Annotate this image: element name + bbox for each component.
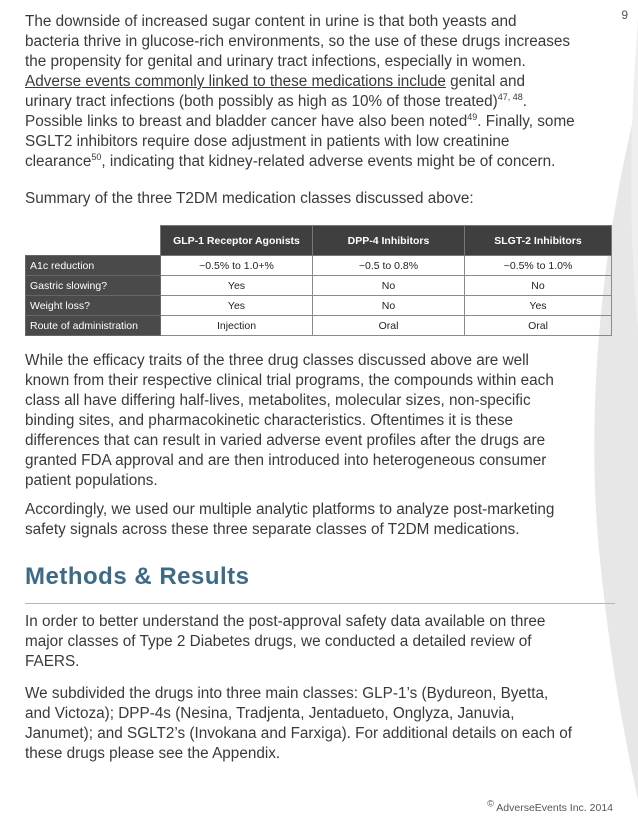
text-line: bacteria thrive in glucose-rich environments, so the use of these drugs increases: [25, 33, 571, 50]
text-line: The downside of increased sugar content in urine is that both yeasts and: [25, 13, 517, 30]
table-cell: Yes: [465, 296, 612, 316]
text-line: the propensity for genital and urinary tract infections, especially in women.: [25, 53, 526, 70]
table-row: [26, 256, 612, 276]
table-cell: Oral: [465, 316, 612, 336]
row-label: Route of administration: [26, 316, 161, 336]
table-cell: Yes: [161, 296, 313, 316]
table-row: [26, 276, 612, 296]
row-label: Weight loss?: [26, 296, 161, 316]
underlined-phrase: Adverse events commonly linked to these medications include: [25, 73, 446, 90]
table-cell: ~0.5% to 1.0%: [465, 256, 612, 276]
text-line: differences that can result in varied adverse event profiles after the drugs are: [25, 432, 546, 449]
text-line: safety signals across these three separate classes of T2DM medications.: [25, 521, 520, 538]
text-line: patient populations.: [25, 472, 158, 489]
column-header: DPP-4 Inhibitors: [313, 226, 465, 256]
paragraph-accordingly: [25, 500, 615, 540]
text-line: binding sites, and pharmacokinetic characteristics. Oftentimes it is these: [25, 412, 514, 429]
text-line: urinary tract infections (both possibly as high as 10% of those treated)$^{47, 48}$.: [25, 91, 528, 110]
table-cell: Oral: [313, 316, 465, 336]
section-divider: [25, 603, 615, 604]
table-cell: ~0.5 to 0.8%: [313, 256, 465, 276]
table-row: [26, 316, 612, 336]
table-header-row: [26, 226, 612, 256]
table-row: [26, 296, 612, 316]
paragraph-subdivided: [25, 684, 615, 764]
summary-table: [25, 225, 612, 336]
table-cell: ~0.5% to 1.0+%: [161, 256, 313, 276]
paragraph-methods: [25, 612, 615, 672]
citation: 50: [91, 151, 102, 162]
text-line: Accordingly, we used our multiple analytic platforms to analyze post-marketing: [25, 501, 555, 518]
section-heading: Methods & Results: [25, 563, 250, 590]
text-line: In order to better understand the post-approval safety data available on three: [25, 613, 546, 630]
text-line: While the efficacy traits of the three drug classes discussed above are well: [25, 352, 529, 369]
text-line: Possible links to breast and bladder cancer have also been noted$^{49}$. Finally, some: [25, 111, 575, 130]
text-line: major classes of Type 2 Diabetes drugs, we conducted a detailed review of: [25, 633, 532, 650]
paragraph-sglt2-downside: [25, 12, 615, 172]
text-line: Janumet); and SGLT2’s (Invokana and Farxiga). For additional details on each of: [25, 725, 573, 742]
table-cell: No: [465, 276, 612, 296]
page-number: 9: [621, 8, 628, 22]
text-line: We subdivided the drugs into three main classes: GLP-1’s (Bydureon, Byetta,: [25, 685, 549, 702]
text-line: clearance$^{50}$, indicating that kidney-related adverse events might be of concern.: [25, 151, 556, 170]
text-line: FAERS.: [25, 653, 80, 670]
table-cell: No: [313, 276, 465, 296]
text-line: these drugs please see the Appendix.: [25, 745, 281, 762]
citation: 49: [467, 111, 478, 122]
copyright-symbol: ©: [487, 798, 494, 809]
table-cell: Yes: [161, 276, 313, 296]
column-header: GLP-1 Receptor Agonists: [161, 226, 313, 256]
table-corner: [26, 226, 161, 256]
text-line: known from their respective clinical trial programs, the compounds within each: [25, 372, 554, 389]
paragraph-efficacy: [25, 351, 615, 491]
text-line: class all have differing half-lives, metabolites, molecular sizes, non-specific: [25, 392, 531, 409]
text-line: Adverse events commonly linked to these medications include genital and: [25, 73, 525, 90]
row-label: Gastric slowing?: [26, 276, 161, 296]
copyright-footer: © AdverseEvents Inc. 2014: [487, 798, 613, 814]
table-cell: Injection: [161, 316, 313, 336]
text-line: granted FDA approval and are then introduced into heterogeneous consumer: [25, 452, 547, 469]
table-cell: No: [313, 296, 465, 316]
text-line: SGLT2 inhibitors require dose adjustment in patients with low creatinine: [25, 133, 510, 150]
column-header: SLGT-2 Inhibitors: [465, 226, 612, 256]
summary-intro: Summary of the three T2DM medication classes discussed above:: [25, 190, 474, 207]
citation: 47, 48: [497, 91, 523, 102]
text-line: and Victoza); DPP-4s (Nesina, Tradjenta, Jentadueto, Onglyza, Januvia,: [25, 705, 515, 722]
row-label: A1c reduction: [26, 256, 161, 276]
